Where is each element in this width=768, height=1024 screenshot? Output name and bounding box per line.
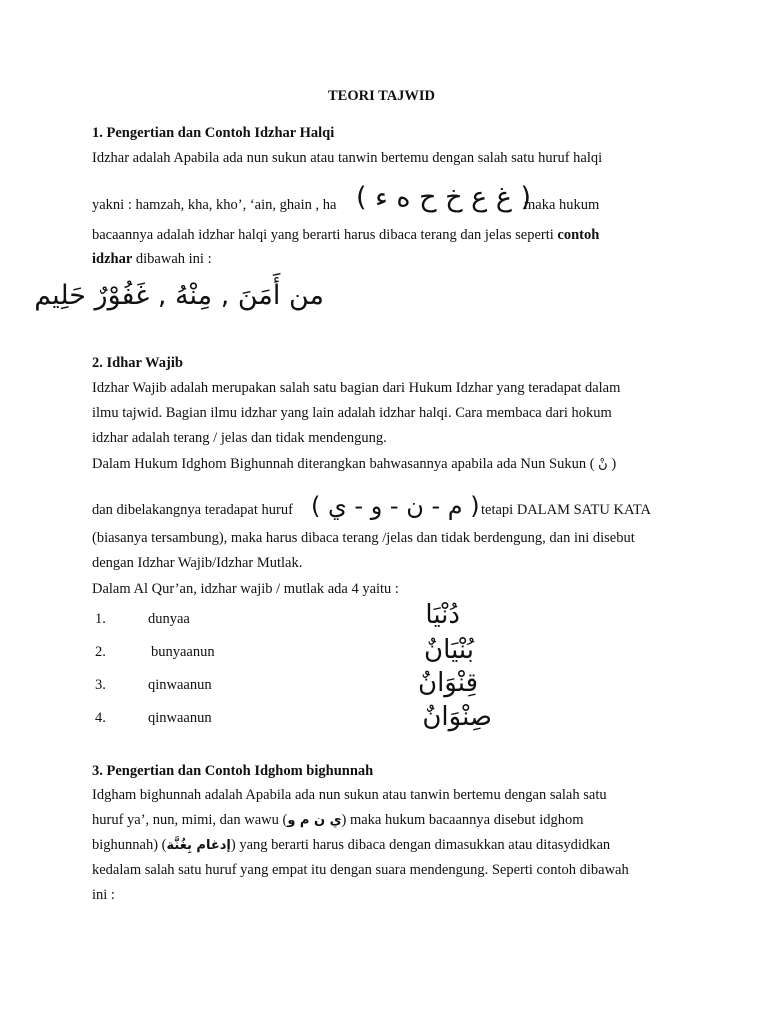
s1-line-1: Idzhar adalah Apabila ada nun sukun atau tanwin bertemu dengan salah satu huruf halqi [92,150,603,166]
section-1-heading: 1. Pengertian dan Contoh Idzhar Halqi [92,125,335,141]
s2-line-4-text: Dalam Hukum Idghom Bighunnah diterangkan bahwasannya apabila ada Nun Sukun ( [92,456,595,472]
s2-line-5-post: tetapi DALAM SATU KATA [481,502,652,518]
s3-line-1: Idgham bighunnah adalah Apabila ada nun sukun atau tanwin bertemu dengan salah satu [92,787,607,803]
s2-line-1: Idzhar Wajib adalah merupakan salah satu bagian dari Hukum Idzhar yang teradapat dalam [92,380,621,396]
section-2-heading: 2. Idhar Wajib [92,355,183,371]
list-item-3-latin: qinwaanun [148,677,212,693]
nun-sukun-glyph: نْ [598,457,608,472]
s1-line-3 [92,227,599,244]
s2-line-6: (biasanya tersambung), maka harus dibaca terang /jelas dan tidak berdengung, dan ini disebut [92,530,635,546]
list-item-4-arabic: صِنْوَانٌ [422,702,492,732]
list-item-4-latin: qinwaanun [148,710,212,726]
list-item-3-number: 3. [95,677,106,693]
s1-line-4 [92,251,212,268]
s1-line-2-pre: yakni : hamzah, kha, kho’, ‘ain, ghain , ha [92,197,337,213]
list-item-1-number: 1. [95,611,106,627]
section-3-heading: 3. Pengertian dan Contoh Idghom bighunnah [92,763,374,779]
list-item-2-arabic: بُنْيَانٌ [424,635,474,665]
page-title: TEORI TAJWID [328,88,436,104]
s3-line-3 [92,837,610,854]
idzhar-halqi-example: من أَمَنَ , مِنْهُ , غَفُوْرٌ حَلِيم [34,280,324,311]
halqi-letters: ( غ ع خ ح ه ء ) [356,182,532,213]
s1-line-4-bold: idzhar [92,251,133,267]
s2-line-8: Dalam Al Qur’an, idzhar wajib / mutlak ada 4 yaitu : [92,581,399,597]
wajib-letters: ( م - ن - و - ي ) [311,492,480,520]
list-item-2-latin: bunyaanun [151,644,215,660]
s3-line-3-text: bighunnah) ( [92,837,167,853]
list-item-2-number: 2. [95,644,106,660]
s3-line-2-post: ) maka hukum bacaannya disebut idghom [341,812,584,828]
s1-line-3-bold: contoh [557,227,600,243]
list-item-1-arabic: دُنْيَا [425,600,460,630]
list-item-1-latin: dunyaa [148,611,190,627]
s3-line-2-text: huruf ya’, nun, mimi, dan wawu ( [92,812,288,828]
idghom-letters: ي ن م و [287,813,342,828]
s2-line-4-close: ) [611,456,617,472]
idgham-bighunnah-arabic: إدغام بِغُنَّة [166,838,231,853]
s2-line-5-pre: dan dibelakangnya teradapat huruf [92,502,293,518]
s3-line-2 [92,812,584,829]
s3-line-3-post: ) yang berarti harus dibaca dengan dimasukkan atau ditasydidkan [230,837,611,853]
s3-line-4: kedalam salah satu huruf yang empat itu dengan suara mendengung. Seperti contoh dibawah [92,862,629,878]
list-item-4-number: 4. [95,710,106,726]
s2-line-3: idzhar adalah terang / jelas dan tidak mendengung. [92,430,387,446]
s2-line-7: dengan Idzhar Wajib/Idzhar Mutlak. [92,555,303,571]
s2-line-2: ilmu tajwid. Bagian ilmu idzhar yang lain adalah idzhar halqi. Cara membaca dari hokum [92,405,612,421]
s1-line-3-text: bacaannya adalah idzhar halqi yang berarti harus dibaca terang dan jelas seperti [92,227,554,243]
s1-line-2-post: maka hukum [524,197,600,213]
s1-line-4-text: dibawah ini : [135,251,212,267]
s3-line-5: ini : [92,887,115,903]
s2-line-4 [92,456,616,473]
list-item-3-arabic: قِنْوَانٌ [417,668,478,698]
